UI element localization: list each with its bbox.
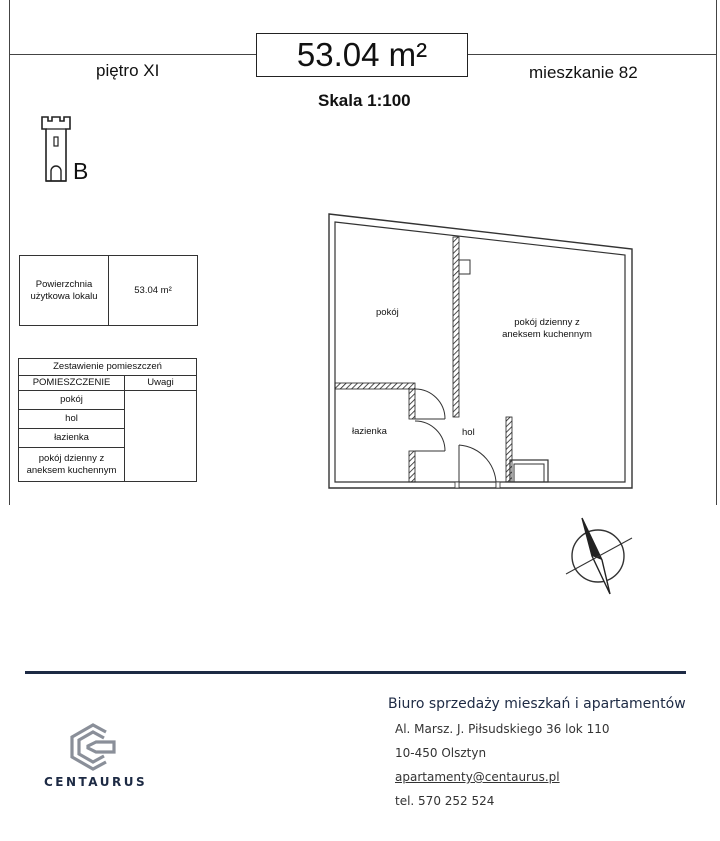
header-line-right: [468, 54, 716, 55]
compass-icon: [562, 510, 637, 600]
rooms-notes-cell: [125, 391, 196, 481]
room-label-lazienka: łazienka: [352, 426, 387, 437]
rooms-table-header: [19, 376, 196, 391]
frame-line-right: [716, 0, 717, 505]
brand-name: CENTAURUS: [44, 775, 148, 789]
total-area-box: 53.04 m²: [256, 33, 468, 77]
apartment-label: mieszkanie 82: [529, 63, 638, 82]
rooms-col-notes: Uwagi: [147, 377, 174, 388]
floor-plan-drawing: [320, 205, 640, 505]
footer-divider: [25, 671, 686, 674]
centaurus-logo-icon: [66, 722, 120, 772]
rooms-table: [18, 358, 197, 482]
room-label-hol: hol: [462, 427, 475, 438]
frame-line-left: [9, 0, 10, 505]
office-phone: tel. 570 252 524: [395, 794, 495, 808]
office-city: 10-450 Olsztyn: [395, 746, 487, 760]
office-email-link[interactable]: apartamenty@centaurus.pl: [395, 770, 560, 784]
floor-plan: [320, 205, 640, 505]
tower-icon: [40, 115, 72, 183]
rooms-col-room: POMIESZCZENIE: [19, 376, 125, 390]
table-row: pokój dzienny z aneksem kuchennym: [26, 453, 117, 476]
room-label-dzienny: pokój dzienny z aneksem kuchennym: [502, 317, 592, 340]
area-table-label: Powierzchnia użytkowa lokalu: [20, 256, 109, 325]
office-address: Al. Marsz. J. Piłsudskiego 36 lok 110: [395, 722, 610, 736]
office-title: Biuro sprzedaży mieszkań i apartamentów: [388, 696, 686, 712]
building-letter: B: [73, 158, 89, 184]
area-table: [19, 255, 198, 326]
table-row: łazienka: [19, 429, 124, 448]
header-line-left: [9, 54, 256, 55]
rooms-table-title: Zestawienie pomieszczeń: [19, 359, 196, 376]
area-table-value: 53.04 m²: [134, 285, 172, 296]
table-row: hol: [19, 410, 124, 429]
table-row: pokój: [19, 391, 124, 410]
floor-label: piętro XI: [96, 61, 160, 80]
scale-label: Skala 1:100: [318, 91, 411, 110]
room-label-pokoj: pokój: [376, 307, 399, 318]
